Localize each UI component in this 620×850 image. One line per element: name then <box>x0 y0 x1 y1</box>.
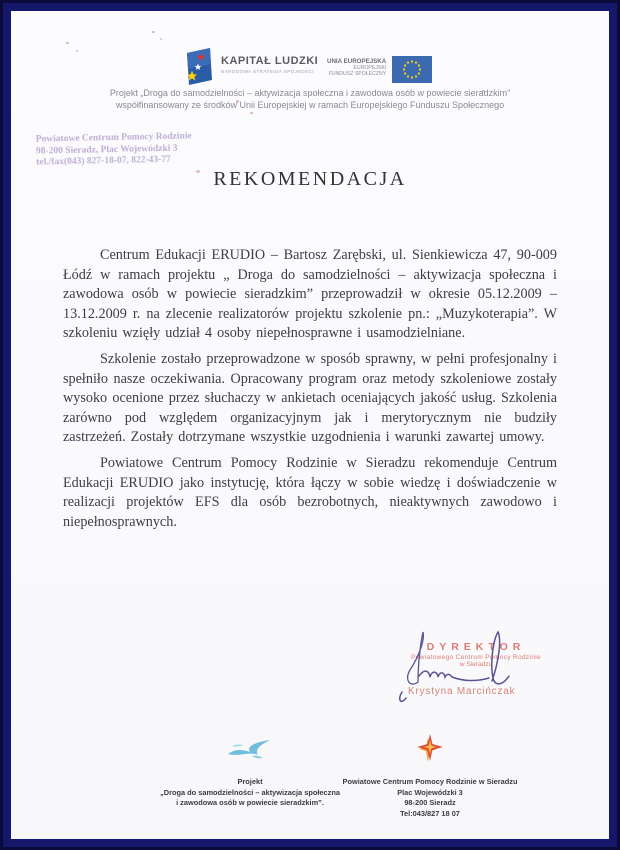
signatory-name: Krystyna Marcińczak <box>408 686 516 697</box>
paragraph-3: Powiatowe Centrum Pomocy Rodzinie w Sieradzu rekomenduje Centrum Edukacji ERUDIO jako instytucję, która łączy w sobie wiedzę i doświadczenie w realizacji projektów EFS dla osób bezrobotnych, nieaktywnych zawodowo i niepełnosprawnych. <box>63 454 557 530</box>
director-stamp-line3: w Sieradzu <box>459 661 493 668</box>
kapital-ludzki-subtitle: NARODOWA STRATEGIA SPÓJNOŚCI <box>221 69 314 74</box>
project-header-line2: współfinansowany ze środków Unii Europejskiej w ramach Europejskiego Funduszu Społecznego <box>115 100 505 110</box>
footer-pcpr-line1: Powiatowe Centrum Pomocy Rodzinie w Sieradzu <box>342 777 518 786</box>
footer-pcpr-line3: 98-200 Sieradz <box>404 798 456 807</box>
corner-stamp-line3: tel./fax(043) 827-18-07, 822-43-77 <box>36 154 171 168</box>
document-title: REKOMENDACJA <box>213 168 407 190</box>
handwritten-signature <box>392 626 552 712</box>
kapital-ludzki-logo <box>183 46 318 88</box>
footer-pcpr-block <box>330 734 530 819</box>
paragraph-2: Szkolenie zostało przeprowadzone w sposób sprawny, w pełni profesjonalny i spełniło nasze oczekiwania. Opracowany program oraz metody szkoleniowe zostały wysoko ocenione przez słuchaczy w ankietach oceniających jakość usług. Szkolenia zarówno pod względem organizacyjnym jak i merytorycznym nie budziły zastrzeżeń. Zostały dotrzymane wszystkie uzgodnienia i warunki zawartej umowy. <box>63 350 557 446</box>
scan-speck <box>76 50 78 52</box>
eu-flag-icon <box>392 56 432 83</box>
paragraph-1: Centrum Edukacji ERUDIO – Bartosz Zarębski, ul. Sienkiewicza 47, 90-009 Łódź w ramach projektu „ Droga do samodzielności – aktywizacja społeczna i zawodowa osób w powiecie sieradzkim” przeprowadził w okresie 05.12.2009 – 13.12.2009 r. na zlecenie realizatorów projektu szkolenie pn.: „Muzykoterapia”. W szkoleniu wzięły udział 4 osoby niepełnosprawne i usamodzielniane. <box>63 247 557 342</box>
kapital-ludzki-flag-icon <box>183 46 214 88</box>
project-header <box>0 87 620 111</box>
director-stamp-line2: Powiatowego Centrum Pomocy Rodzinie <box>411 654 541 661</box>
eu-logo <box>327 56 432 83</box>
eu-label-line3: FUNDUSZ SPOŁECZNY <box>328 71 387 77</box>
swallow-icon <box>222 738 278 764</box>
scan-speck <box>160 38 162 40</box>
project-header-line1: Projekt „Droga do samodzielności – aktywizacja społeczna i zawodowa osób w powiecie sieradzkim” <box>109 88 511 98</box>
footer-pcpr-line2: Plac Wojewódzki 3 <box>397 787 463 797</box>
eu-label-line1: UNIA EUROPEJSKA <box>327 58 387 65</box>
footer-pcpr-line4: Tel:043/827 18 07 <box>400 808 460 818</box>
footer-project-line1: Projekt <box>237 777 263 786</box>
scan-speck <box>66 42 69 44</box>
corner-address-stamp <box>36 131 193 169</box>
letter-body <box>63 246 557 538</box>
scan-speck <box>196 170 200 173</box>
corner-stamp-line2: 98-200 Sieradz, Plac Wojewódzki 3 <box>35 143 178 157</box>
pcpr-star-icon <box>415 734 445 766</box>
scan-speck <box>152 31 155 33</box>
corner-stamp-line1: Powiatowe Centrum Pomocy Rodzinie <box>35 131 192 145</box>
kapital-ludzki-title: KAPITAŁ LUDZKI <box>221 55 319 67</box>
footer-project-line2: „Droga do samodzielności – aktywizacja społeczna <box>160 787 340 797</box>
scan-speck <box>250 112 253 114</box>
footer-project-block <box>140 738 360 809</box>
director-stamp-title: DYREKTOR <box>426 641 526 653</box>
footer-project-line3: i zawodowa osób w powiecie sieradzkim”. <box>176 798 324 807</box>
eu-label-line2: EUROPEJSKI <box>353 65 387 71</box>
